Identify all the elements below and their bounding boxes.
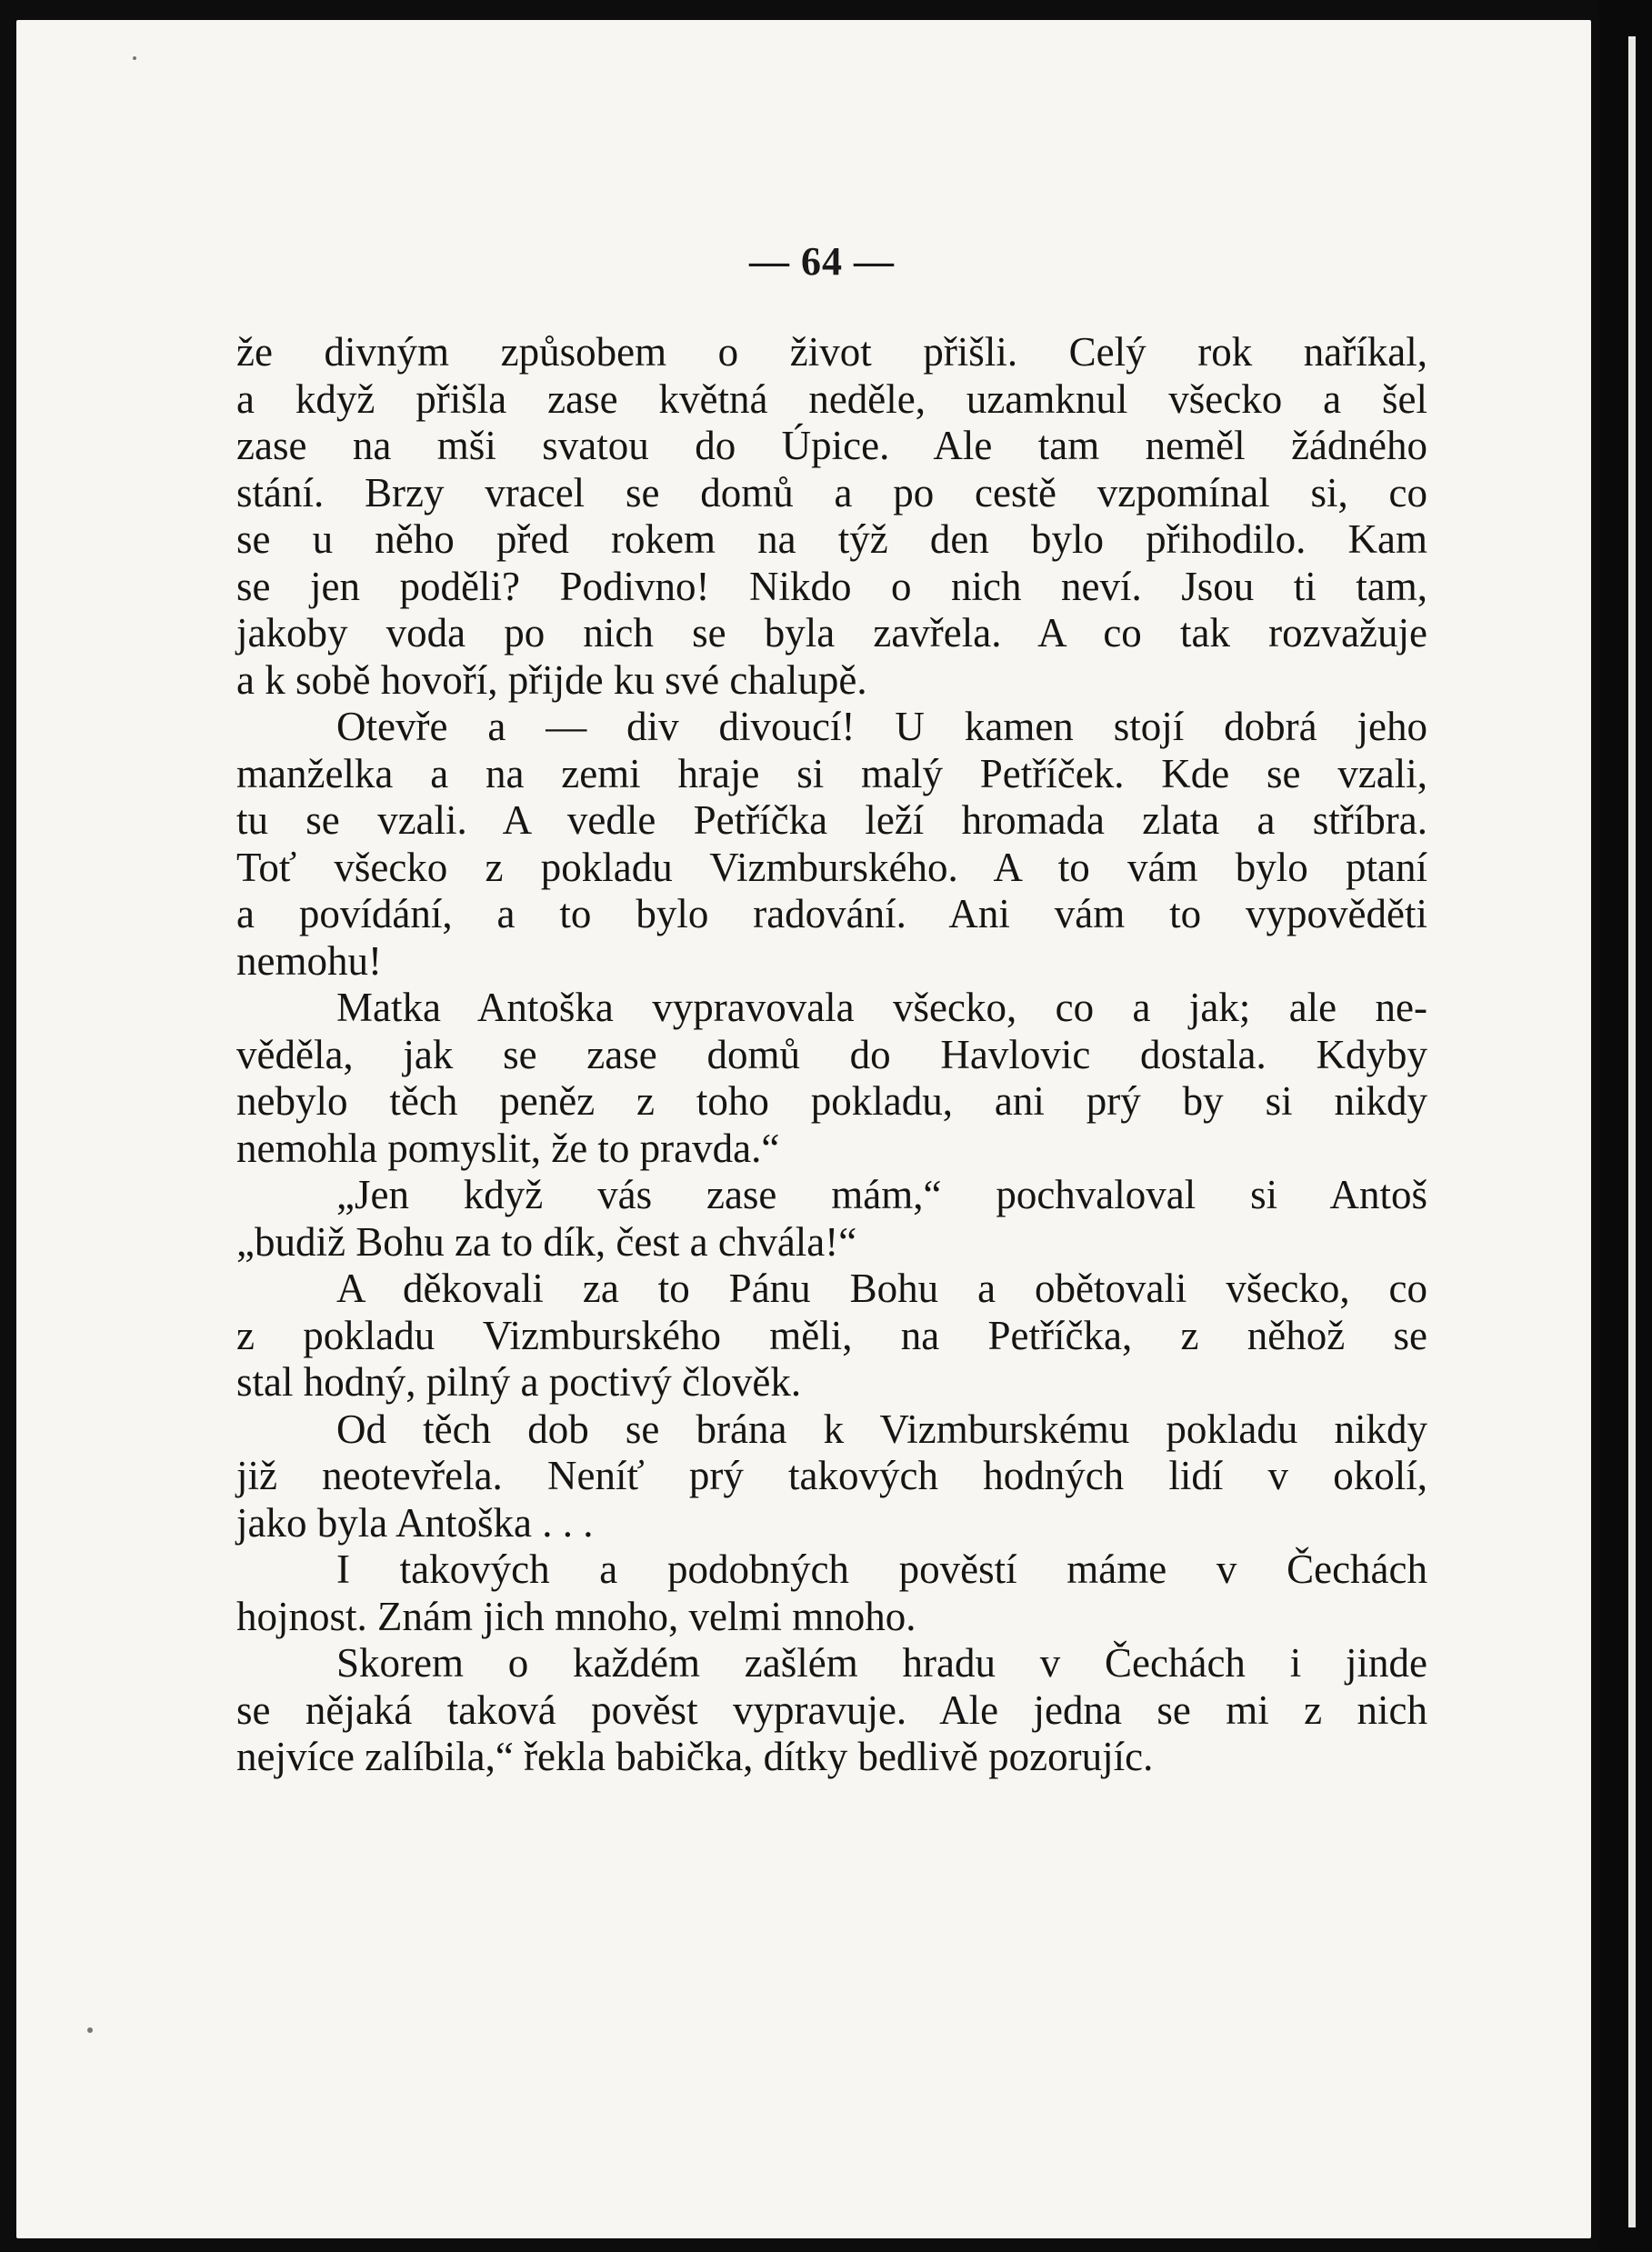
paragraph [236, 329, 1427, 704]
paragraph [236, 1172, 1427, 1266]
text-line: již neotevřela. Neníť prý takových hodných lidí v okolí, [236, 1453, 1427, 1498]
text-line: Matka Antoška vypravovala všecko, co a jak; ale ne- [336, 985, 1427, 1030]
paragraph [236, 1640, 1427, 1781]
text-line: a k sobě hovoří, přijde ku své chalupě. [236, 656, 867, 703]
text-line: hojnost. Znám jich mnoho, velmi mnoho. [236, 1593, 916, 1639]
text-line: nebylo těch peněz z toho pokladu, ani prý by si nikdy [236, 1078, 1427, 1124]
text-line: Toť všecko z pokladu Vizmburského. A to vám bylo ptaní [236, 844, 1427, 890]
text-line: Od těch dob se brána k Vizmburskému pokladu nikdy [336, 1406, 1427, 1452]
paragraph [236, 1546, 1427, 1640]
text-line: jakoby voda po nich se byla zavřela. A co tak rozvažuje [236, 610, 1427, 656]
text-line: „Jen když vás zase mám,“ pochvaloval si Antoš [336, 1172, 1427, 1217]
text-line: stal hodný, pilný a poctivý člověk. [236, 1359, 802, 1405]
text-line: manželka a na zemi hraje si malý Petříček. Kde se vzali, [236, 750, 1427, 796]
text-line: nemohla pomyslit, že to pravda.“ [236, 1125, 780, 1171]
text-line: nemohu! [236, 937, 382, 984]
text-line: Skorem o každém zašlém hradu v Čechách i jinde [336, 1640, 1427, 1686]
dust-speck [133, 56, 136, 60]
text-line: stání. Brzy vracel se domů a po cestě vzpomínal si, co [236, 469, 1427, 515]
text-line: se jen poděli? Podivno! Nikdo o nich neví. Jsou ti tam, [236, 563, 1427, 609]
text-line: že divným způsobem o život přišli. Celý rok naříkal, [236, 329, 1427, 375]
text-line: se nějaká taková pověst vypravuje. Ale jedna se mi z nich [236, 1686, 1427, 1733]
next-page-edge [1628, 36, 1636, 2227]
text-line: tu se vzali. A vedle Petříčka leží hromada zlata a stříbra. [236, 797, 1427, 843]
text-line: a povídání, a to bylo radování. Ani vám to vypověděti [236, 891, 1427, 936]
text-line: jako byla Antoška . . . [236, 1499, 594, 1546]
paragraph [236, 704, 1427, 985]
dust-speck [87, 2027, 93, 2033]
text-line: zase na mši svatou do Úpice. Ale tam neměl žádného [236, 423, 1427, 468]
text-line: z pokladu Vizmburského měli, na Petříčka, z něhož se [236, 1312, 1427, 1358]
scan-edge-strip [1599, 0, 1652, 2252]
text-line: „budiž Bohu za to dík, čest a chvála!“ [236, 1218, 857, 1265]
text-line: I takových a podobných pověstí máme v Čechách [336, 1546, 1427, 1592]
page-number: — 64 — [749, 239, 895, 284]
text-line: A děkovali za to Pánu Bohu a obětovali všecko, co [336, 1266, 1427, 1311]
paragraph [236, 1406, 1427, 1547]
text-line: Otevře a — div divoucí! U kamen stojí dobrá jeho [336, 704, 1427, 749]
text-line: a když přišla zase květná neděle, uzamknul všecko a šel [236, 375, 1427, 422]
text-line: věděla, jak se zase domů do Havlovic dostala. Kdyby [236, 1031, 1427, 1077]
body-text [236, 329, 1427, 1781]
text-line: nejvíce zalíbila,“ řekla babička, dítky bedlivě pozorujíc. [236, 1734, 1154, 1779]
text-line: se u něho před rokem na týž den bylo přihodilo. Kam [236, 516, 1427, 562]
paragraph [236, 985, 1427, 1172]
paragraph [236, 1266, 1427, 1406]
